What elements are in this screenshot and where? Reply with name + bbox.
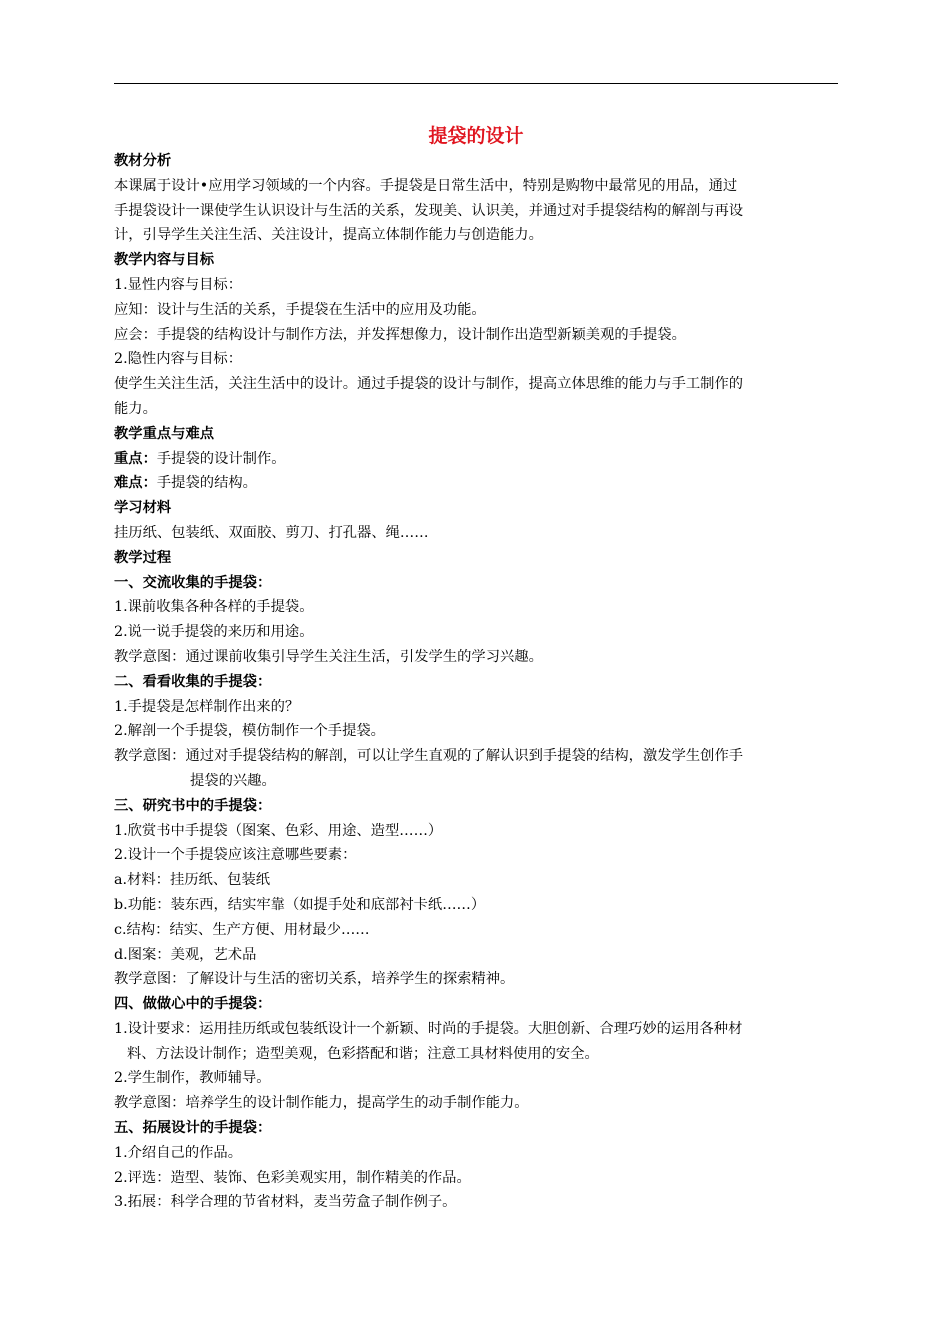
paragraph-line: 教学意图：了解设计与生活的密切关系，培养学生的探索精神。 (114, 971, 515, 988)
paragraph-line: 2.说一说手提袋的来历和用途。 (114, 624, 314, 641)
paragraph-line: 1.欣赏书中手提袋（图案、色彩、用途、造型……） (114, 822, 443, 839)
header-rule (114, 83, 838, 84)
paragraph-line: 挂历纸、包装纸、双面胶、剪刀、打孔器、绳…… (114, 524, 429, 541)
paragraph-line: 教学意图：培养学生的设计制作能力，提高学生的动手制作能力。 (114, 1095, 529, 1112)
paragraph-line: 2.学生制作，教师辅导。 (114, 1070, 271, 1087)
paragraph-line: a.材料：挂历纸、包装纸 (114, 872, 271, 889)
paragraph-line: 本课属于设计•应用学习领域的一个内容。手提袋是日常生活中，特别是购物中最常见的用品，通过 (114, 177, 738, 194)
paragraph-line: c.结构：结实、生产方便、用材最少…… (114, 921, 370, 938)
section-heading-goals: 教学内容与目标 (114, 252, 215, 269)
step-heading-5: 五、拓展设计的手提袋： (114, 1120, 272, 1137)
paragraph-line: 1.手提袋是怎样制作出来的？ (114, 698, 300, 715)
key-point-text: 手提袋的设计制作。 (156, 450, 286, 467)
paragraph-line: 1.课前收集各种各样的手提袋。 (114, 599, 314, 616)
paragraph-continuation: 提袋的兴趣。 (190, 772, 276, 789)
section-heading-materials: 学习材料 (114, 500, 172, 517)
paragraph-line: 教学意图：通过对手提袋结构的解剖，可以让学生直观的了解认识到手提袋的结构，激发学生创作手 (114, 748, 744, 765)
step-heading-3: 三、研究书中的手提袋： (114, 797, 272, 814)
step-heading-2: 二、看看收集的手提袋： (114, 673, 272, 690)
difficulty-line (114, 471, 838, 496)
difficulty-label: 难点： (114, 475, 157, 492)
paragraph-line: 计，引导学生关注生活、关注设计，提高立体制作能力与创造能力。 (114, 227, 543, 244)
paragraph-line: 2.解剖一个手提袋，模仿制作一个手提袋。 (114, 723, 385, 740)
section-heading-process: 教学过程 (114, 549, 172, 566)
paragraph-line: 2.隐性内容与目标： (114, 351, 243, 368)
paragraph-line: 1.介绍自己的作品。 (114, 1144, 243, 1161)
paragraph-line: 1.设计要求：运用挂历纸或包装纸设计一个新颖、时尚的手提袋。大胆创新、合理巧妙的运用各种材 (114, 1020, 743, 1037)
section-heading-keypoints: 教学重点与难点 (114, 425, 215, 442)
paragraph-line: 应会：手提袋的结构设计与制作方法，并发挥想像力，设计制作出造型新颖美观的手提袋。 (114, 326, 686, 343)
paragraph-line: 教学意图：通过课前收集引导学生关注生活，引发学生的学习兴趣。 (114, 648, 543, 665)
paragraph-line: 1.显性内容与目标： (114, 276, 243, 293)
document-title: 提袋的设计 (428, 125, 524, 147)
paragraph-line: 使学生关注生活，关注生活中的设计。通过手提袋的设计与制作，提高立体思维的能力与手工制作的 (114, 376, 744, 393)
section-heading-analysis: 教材分析 (114, 153, 172, 169)
step-heading-4: 四、做做心中的手提袋： (114, 996, 272, 1013)
paragraph-line: 能力。 (114, 400, 157, 417)
key-point-label: 重点： (114, 450, 157, 467)
key-point-line (114, 447, 838, 472)
paragraph-line: 2.设计一个手提袋应该注意哪些要素： (114, 847, 357, 864)
paragraph-line: d.图案：美观，艺术品 (114, 946, 257, 963)
paragraph-line: 2.评选：造型、装饰、色彩美观实用，制作精美的作品。 (114, 1169, 471, 1186)
difficulty-text: 手提袋的结构。 (156, 475, 257, 492)
paragraph-line: b.功能：装东西，结实牢靠（如提手处和底部衬卡纸……） (114, 896, 486, 913)
paragraph-line: 3.拓展：科学合理的节省材料，麦当劳盒子制作例子。 (114, 1194, 457, 1211)
document-body (114, 149, 838, 1215)
step-heading-1: 一、交流收集的手提袋： (114, 574, 272, 591)
paragraph-continuation: 料、方法设计制作；造型美观，色彩搭配和谐；注意工具材料使用的安全。 (127, 1045, 599, 1062)
paragraph-line: 手提袋设计一课使学生认识设计与生活的关系，发现美、认识美，并通过对手提袋结构的解剖与再设 (114, 202, 744, 219)
paragraph-line: 应知：设计与生活的关系，手提袋在生活中的应用及功能。 (114, 301, 486, 318)
